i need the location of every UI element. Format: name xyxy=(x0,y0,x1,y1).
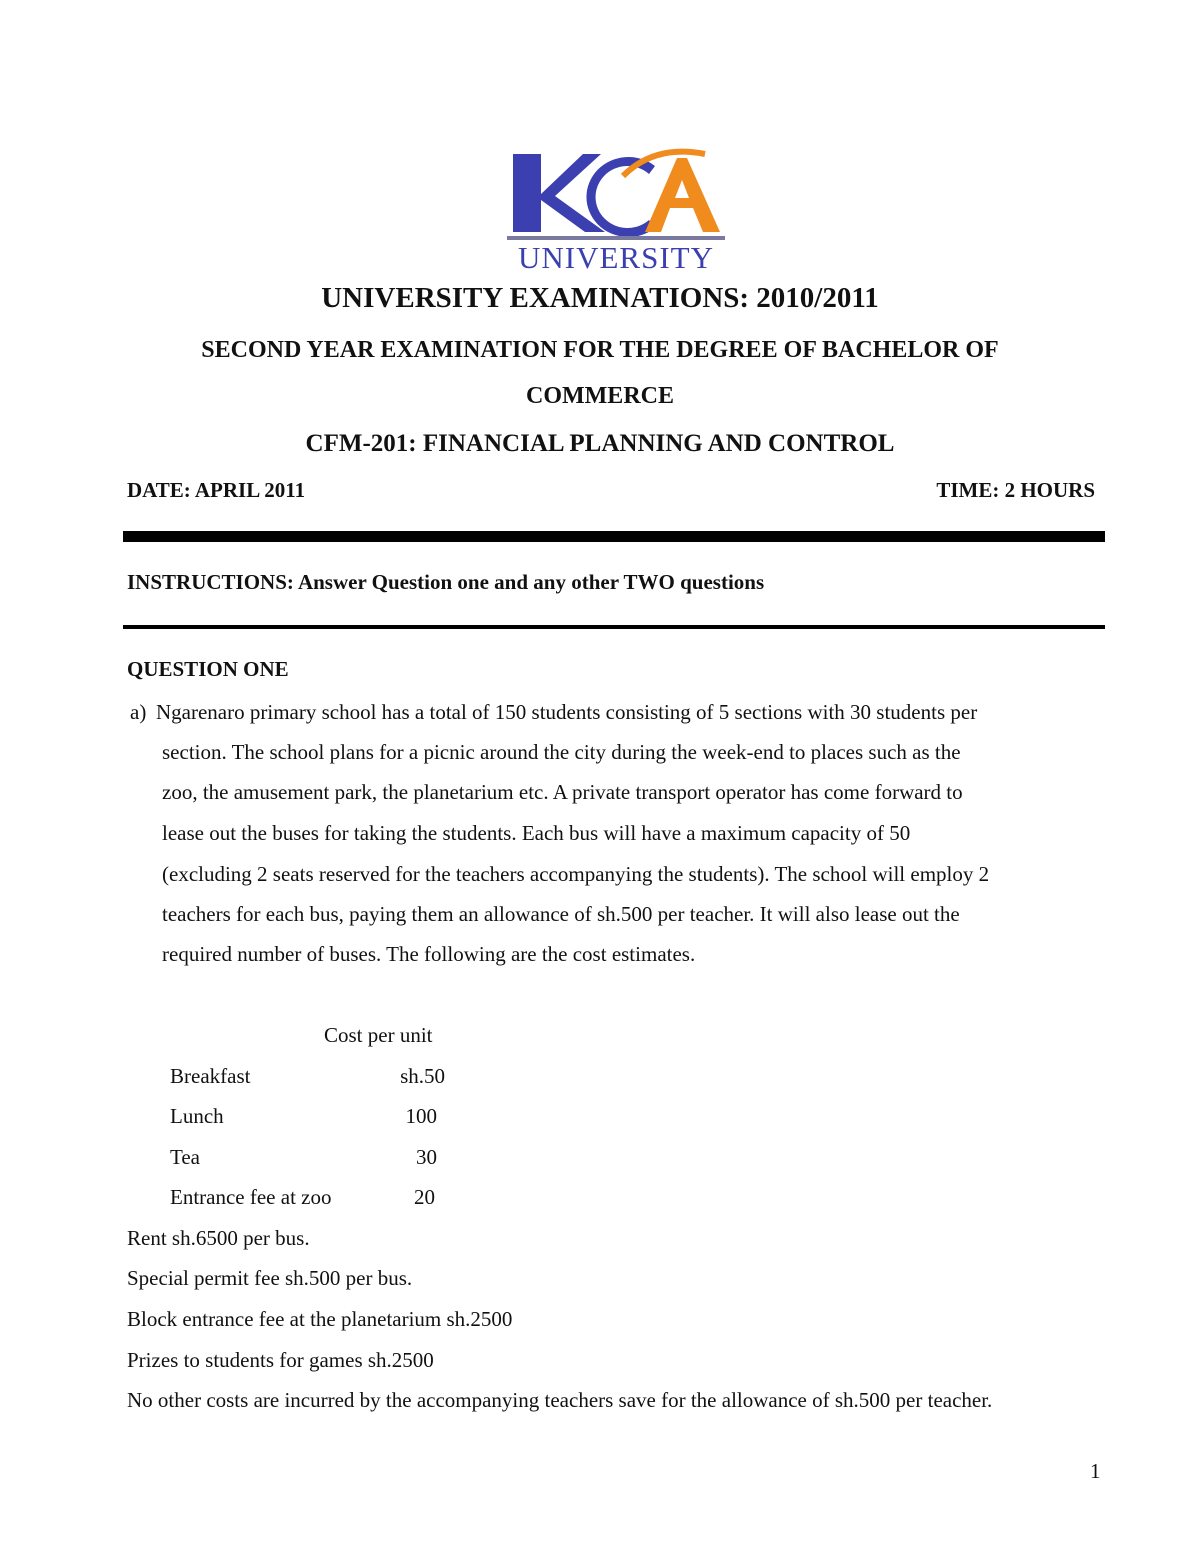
exam-date: DATE: APRIL 2011 xyxy=(127,478,306,502)
page-title: UNIVERSITY EXAMINATIONS: 2010/2011 xyxy=(321,282,879,314)
question-text-line: section. The school plans for a picnic around the city during the week-end to places such as the xyxy=(162,740,961,764)
header-divider xyxy=(123,531,1105,542)
exam-duration: TIME: 2 HOURS xyxy=(936,478,1095,502)
cost-item-label: Lunch xyxy=(170,1104,224,1128)
course-title: CFM-201: FINANCIAL PLANNING AND CONTROL xyxy=(305,430,895,457)
cost-note: Rent sh.6500 per bus. xyxy=(127,1226,310,1250)
question-text-line: lease out the buses for taking the students. Each bus will have a maximum capacity of 50 xyxy=(162,821,911,845)
cost-note: No other costs are incurred by the accompanying teachers save for the allowance of sh.500 per teacher. xyxy=(127,1388,993,1412)
cost-item-label: Entrance fee at zoo xyxy=(170,1185,332,1209)
logo-word: UNIVERSITY xyxy=(518,240,714,272)
cost-item-value: 100 xyxy=(405,1104,437,1128)
question-heading: QUESTION ONE xyxy=(127,657,289,681)
cost-note: Block entrance fee at the planetarium sh.2500 xyxy=(127,1307,513,1331)
exam-subtitle-line2: COMMERCE xyxy=(526,383,674,409)
part-label: a) xyxy=(130,700,147,724)
cost-note: Special permit fee sh.500 per bus. xyxy=(127,1266,413,1290)
cost-item-value: 20 xyxy=(414,1185,435,1209)
cost-note: Prizes to students for games sh.2500 xyxy=(127,1348,434,1372)
cost-item-label: Breakfast xyxy=(170,1064,251,1088)
question-text-line: teachers for each bus, paying them an allowance of sh.500 per teacher. It will also lease out the xyxy=(162,902,960,926)
kca-logo-graphic xyxy=(505,146,730,272)
university-logo xyxy=(505,146,730,272)
page-number: 1 xyxy=(1090,1459,1101,1483)
question-text-line: Ngarenaro primary school has a total of 150 students consisting of 5 sections with 30 students per xyxy=(156,700,978,724)
cost-table-header: Cost per unit xyxy=(324,1023,433,1047)
instructions-divider xyxy=(123,625,1105,629)
exam-subtitle-line1: SECOND YEAR EXAMINATION FOR THE DEGREE OF BACHELOR OF xyxy=(201,337,999,363)
question-text-line: (excluding 2 seats reserved for the teachers accompanying the students). The school will employ 2 xyxy=(162,862,990,886)
cost-item-value: 30 xyxy=(416,1145,437,1169)
instructions: INSTRUCTIONS: Answer Question one and any other TWO questions xyxy=(127,570,765,594)
question-text-line: required number of buses. The following are the cost estimates. xyxy=(162,942,696,966)
question-text-line: zoo, the amusement park, the planetarium etc. A private transport operator has come forward to xyxy=(162,780,963,804)
cost-item-label: Tea xyxy=(170,1145,201,1169)
cost-item-value: sh.50 xyxy=(400,1064,445,1088)
